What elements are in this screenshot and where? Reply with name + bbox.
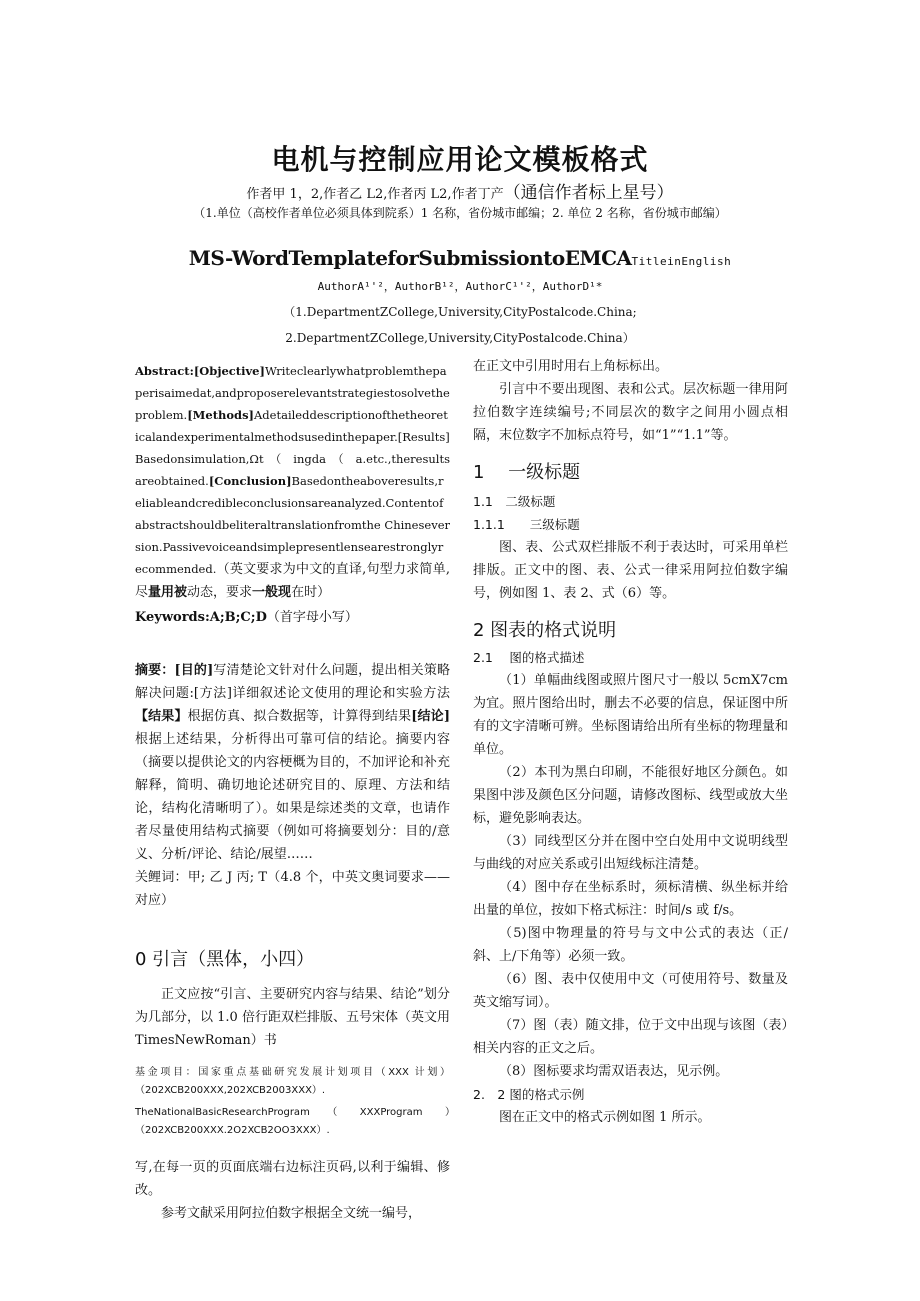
abstract-en-note-bold-1: 量用被 — [148, 585, 188, 600]
keywords-zh: 关鲤词：甲; 乙 J 丙; T（4.8 个，中英文奥词要求——对应） — [135, 870, 450, 908]
abstract-zh-label: 摘要： — [135, 663, 175, 678]
right-column — [473, 355, 788, 1129]
paper-title-en-sub: TitleinEnglish — [631, 255, 732, 268]
abstract-en-note-bold-2: 一般现 — [252, 585, 292, 600]
affiliation-en-2: 2.DepartmentZCollege,University,CityPostalcode.China） — [285, 331, 635, 345]
section-0-heading: 0 引言（黑体，小四） — [135, 949, 315, 970]
authors-en: AuthorA¹'²，AuthorB¹²，AuthorC¹'²，AuthorD¹* — [317, 280, 603, 293]
paper-title-en — [0, 246, 920, 270]
conclusion-label: [Conclusion] — [208, 474, 292, 488]
heading-rules-paragraph: 引言中不要出现图、表和公式。层次标题一律用阿拉伯数字连续编号;不同层次的数字之间用小圆点相隔，末位数字不加标点符号，如“1”“1.1”等。 — [473, 382, 788, 443]
abstract-en-note-3: 在时） — [291, 585, 331, 600]
figure-rule-6: （6）图、表中仅使用中文（可使用符号、数量及英文缩写词）。 — [473, 972, 788, 1010]
layout-paragraph: 图、表、公式双栏排版不利于表达时，可采用单栏排版。正文中的图、表、公式一律采用阿拉伯数字编号，例如图 1、表 2、式（6）等。 — [473, 540, 788, 601]
figure-rule-1: （1）单幅曲线图或照片图尺寸一般以 5cmX7cm 为宜。照片图给出时，删去不必要的信息，保证图中所有的文字清晰可辨。坐标图请给出所有坐标的物理量和单位。 — [473, 673, 788, 757]
abstract-en-note-1: （英文要求为中文的直译,句型力求简单,尽 — [135, 562, 450, 600]
keywords-en — [135, 606, 450, 629]
figure-rule-5: （5)图中物理量的符号与文中公式的表达（正/斜、上/下角等）必须一致。 — [473, 926, 788, 964]
zh-results-text: 根据仿真、拟合数据等，计算得到结果 — [187, 709, 412, 724]
section-2-heading: 2 图表的格式说明 — [473, 620, 617, 641]
section-0-paragraph-3: 参考文献采用阿拉伯数字根据全文统一编号， — [161, 1206, 422, 1221]
heading-level-3: 1.1.1 三级标题 — [473, 517, 580, 532]
abstract-zh — [135, 659, 450, 866]
objective-label: [Objective] — [193, 364, 265, 378]
methods-label: [Methods] — [187, 408, 254, 422]
left-column — [135, 360, 460, 1225]
funding-note-en: TheNationalBasicResearchProgram （ XXXProgram ） （202XCB200XXX.2O2XCB2OO3XXX）. — [135, 1107, 460, 1136]
citation-paragraph: 在正文中引用时用右上角标标出。 — [473, 359, 669, 374]
figure-rule-8: （8）图标要求均需双语表达，见示例。 — [499, 1064, 729, 1079]
objective-text: Writeclearlywhatproblemthepaperisaimedat,andproposerelevantstrategiestosolvetheproblem. — [135, 364, 450, 422]
affiliation-en-1: （1.DepartmentZCollege,University,CityPostalcode.China; — [283, 305, 637, 319]
section-2-2-heading: 2. 2 图的格式示例 — [473, 1087, 585, 1102]
keywords-en-label: Keywords:A;B;C;D — [135, 610, 267, 625]
abstract-en — [135, 360, 450, 604]
zh-objective-label: [目的] — [174, 663, 214, 678]
corresponding-author-note: （通信作者标上星号） — [503, 183, 674, 203]
section-0-paragraph-1: 正文应按“引言、主要研究内容与结果、结论”划分为几部分，以 1.0 倍行距双栏排版、五号宋体（英文用 TimesNewRoman）书 — [135, 987, 450, 1048]
authors-cn — [0, 178, 920, 203]
keywords-en-note: （首字母小写） — [266, 610, 358, 625]
methods-text: Adetaileddescriptionofthetheoreticalandexperimentalmethodsusedinthepaper.[Results]Basedonsimulation,Ωt （ ingda （ a.etc.,theresultsareobtained. — [135, 408, 450, 488]
figure-rule-3: （3）同线型区分并在图中空白处用中文说明线型与曲线的对应关系或引出短线标注清楚。 — [473, 834, 788, 872]
paper-title: 电机与控制应用论文模板格式 — [271, 143, 649, 176]
zh-conclusion-label: [结论] — [411, 709, 450, 724]
abstract-en-note-2: 动态，要求 — [187, 585, 253, 600]
section-0-paragraph-2: 写,在每一页的页面底端右边标注页码,以利于编辑、修改。 — [135, 1160, 450, 1198]
section-2-1-heading: 2.1 图的格式描述 — [473, 650, 585, 665]
abstract-en-label: Abstract: — [135, 364, 194, 378]
zh-conclusion-text: 根据上述结果，分析得出可靠可信的结论。摘要内容（摘要以提供论文的内容梗概为目的，不加评论和补充解释，简明、确切地论述研究目的、原理、方法和结论，结构化清晰明了）。如果是综述类的文章，也请作者尽量使用结构式摘要（例如可将摘要划分：目的/意义、分析/评论、结论/展望…… — [135, 732, 450, 862]
zh-results-label: 【结果】 — [135, 709, 188, 724]
figure-rule-7: （7）图（表）随文排，位于文中出现与该图（表）相关内容的正文之后。 — [473, 1018, 788, 1056]
conclusion-text: Basedontheaboveresults,reliableandcredibleconclusionsareanalyzed.Contentofabstractshouldbeliteraltranslationfromthe Chineseversion.Passivevoiceandsimplepresentlensearestronglyrecommended. — [135, 474, 450, 576]
heading-level-1: 1 一级标题 — [473, 462, 581, 483]
affiliation-cn: （1.单位（高校作者单位必须具体到院系）1 名称，省份城市邮编；2. 单位 2 名称，省份城市邮编） — [193, 206, 727, 220]
authors-cn-names: 作者甲 1，2,作者乙 L2,作者丙 L2,作者丁产 — [246, 187, 504, 202]
figure-rule-4: （4）图中存在坐标系时，须标清横、纵坐标并给出量的单位，按如下格式标注：时间/s 或 f/s。 — [473, 880, 788, 918]
heading-level-2: 1.1 二级标题 — [473, 494, 556, 509]
paper-title-en-main: MS-WordTemplateforSubmissiontoEMCA — [188, 246, 632, 270]
funding-note-cn: 基金项目：国家重点基础研究发展计划项目（XXX 计划）（202XCB200XXX,202XCB2003XXX）. — [135, 1067, 450, 1096]
zh-objective-text: 写清楚论文针对什么问题，提出相关策略解决问题:[方法]详细叙述论文使用的理论和实验方法 — [135, 663, 450, 701]
figure-rule-2: （2）本刊为黑白印刷，不能很好地区分颜色。如果图中涉及颜色区分问题，请修改图标、线型或放大坐标，避免影响表达。 — [473, 765, 788, 826]
figure-example-paragraph: 图在正文中的格式示例如图 1 所示。 — [499, 1110, 711, 1125]
